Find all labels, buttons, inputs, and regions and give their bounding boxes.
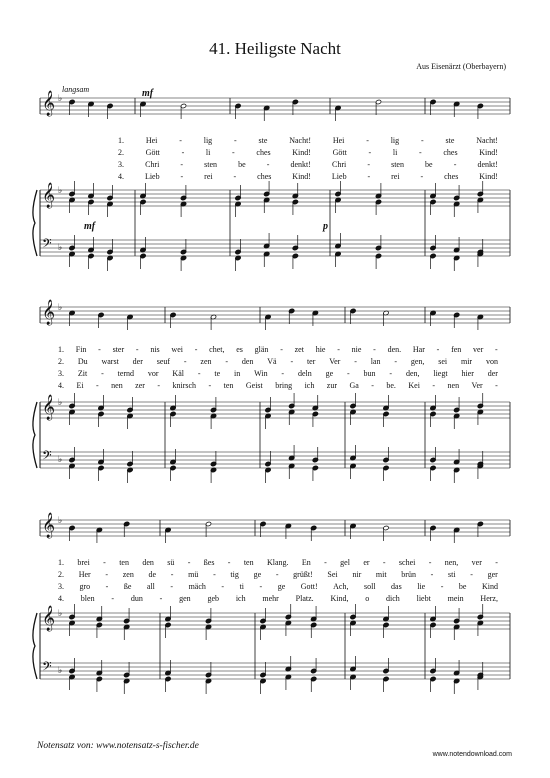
lyric-syllable: - [419, 148, 422, 157]
key-signature: ♭ [58, 93, 63, 103]
lyric-syllable: 3. [58, 582, 64, 591]
lyric-syllable: - [432, 381, 436, 390]
lyric-syllable: es [236, 345, 243, 354]
lyric-syllable: 4. [58, 381, 64, 390]
lyric-syllable: denkt! [290, 160, 311, 169]
lyric-syllable: Lieb [331, 172, 347, 181]
lyric-syllable: soll [363, 582, 376, 591]
lyric-syllable: - [453, 160, 457, 169]
lyric-syllable: - [266, 160, 270, 169]
lyric-syllable: - [232, 148, 235, 157]
lyric-syllable: - [103, 558, 106, 567]
lyric-syllable: lig [390, 136, 400, 145]
lyric-syllable: ge [253, 570, 262, 579]
lyric-syllable: - [225, 357, 229, 366]
dynamic-piano: mf [84, 221, 96, 232]
lyric-syllable: ti [239, 582, 245, 591]
treble-clef: 𝄞 [42, 395, 56, 420]
lyric-syllable: ßes [203, 558, 215, 567]
lyric-syllable: Käl [172, 369, 184, 378]
treble-clef: 𝄞 [42, 91, 56, 116]
lyric-syllable: be [458, 582, 467, 591]
lyric-syllable: ge [325, 369, 334, 378]
lyric-syllable: zer [135, 381, 145, 390]
tempo-marking: langsam [62, 85, 90, 94]
lyric-syllable: Klang. [266, 558, 289, 567]
lyric-syllable: geb [207, 594, 220, 603]
lyric-syllable: ge [277, 582, 286, 591]
lyric-syllable: Sei [327, 570, 338, 579]
lyric-syllable: den [142, 558, 154, 567]
lyric-syllable: brei [77, 558, 90, 567]
lyric-syllable: li [205, 148, 211, 157]
lyric-syllable: de [148, 570, 157, 579]
lyric-syllable: Kind, [330, 594, 349, 603]
lyric-syllable: - [208, 381, 212, 390]
lyric-syllable: nir [352, 570, 362, 579]
lyric-syllable: - [213, 570, 216, 579]
lyric-line [118, 160, 498, 169]
lyric-syllable: tig [230, 570, 239, 579]
lyric-syllable: - [233, 172, 237, 181]
lyric-syllable: - [420, 136, 424, 145]
lyric-syllable: ster [112, 345, 125, 354]
key-signature: ♭ [58, 515, 63, 525]
lyric-syllable: - [354, 357, 357, 366]
origin-note: Aus Eisenärzt (Oberbayern) [416, 62, 506, 71]
lyric-syllable: nen [447, 381, 460, 390]
lyric-syllable: be [425, 160, 433, 169]
treble-clef: 𝄞 [42, 300, 56, 325]
lyric-syllable: ich [304, 381, 315, 390]
lyric-syllable: sti [448, 570, 456, 579]
lyric-syllable: - [180, 172, 184, 181]
lyric-syllable: be. [386, 381, 396, 390]
lyric-syllable: ger [487, 570, 498, 579]
lyric-syllable: - [290, 357, 294, 366]
lyric-syllable: Kei [408, 381, 420, 390]
lyric-syllable: liebt [416, 594, 431, 603]
lyric-syllable: - [170, 570, 174, 579]
lyric-syllable: - [259, 582, 263, 591]
lyric-syllable: sten [391, 160, 404, 169]
lyric-syllable: ten [119, 558, 129, 567]
lyric-line [58, 357, 498, 366]
lyric-syllable: wei [171, 345, 183, 354]
lyric-syllable: - [135, 345, 139, 354]
lyric-syllable: hie [315, 345, 326, 354]
lyric-syllable: Hei [145, 136, 158, 145]
lyric-syllable: zur [326, 381, 338, 390]
lyric-syllable: der [487, 369, 498, 378]
lyric-syllable: vor [147, 369, 159, 378]
lyric-syllable: lie [417, 582, 426, 591]
lyric-syllable: - [371, 381, 374, 390]
lyric-syllable: Ver [329, 357, 341, 366]
lyric-syllable: - [98, 345, 101, 354]
lyric-syllable: - [159, 594, 163, 603]
lyric-syllable: - [382, 558, 386, 567]
lyric-syllable: nie [351, 345, 362, 354]
lyric-syllable: warst [101, 357, 119, 366]
lyric-line [118, 172, 498, 181]
lyric-syllable: grüßt! [293, 570, 313, 579]
key-signature: ♭ [58, 242, 63, 252]
lyric-syllable: Gött [332, 148, 347, 157]
lyric-syllable: schei [398, 558, 416, 567]
piano-brace [33, 402, 37, 468]
lyric-syllable: der [132, 357, 143, 366]
lyric-syllable: - [347, 369, 350, 378]
lyric-syllable: Fin [75, 345, 87, 354]
lyric-syllable: ver [471, 558, 482, 567]
treble-clef: 𝄞 [42, 183, 56, 208]
lyric-syllable: mäch [188, 582, 206, 591]
lyric-syllable: - [373, 345, 376, 354]
lyric-syllable: ße [123, 582, 132, 591]
lyric-syllable: - [436, 345, 440, 354]
lyric-syllable: hier [461, 369, 474, 378]
lyric-syllable: seuf [156, 357, 171, 366]
lyric-syllable: 3. [58, 369, 64, 378]
lyric-syllable: - [367, 172, 371, 181]
dynamic-voice: mf [142, 88, 154, 99]
lyric-syllable: chet, [209, 345, 225, 354]
lyric-syllable: nen [111, 381, 123, 390]
lyric-syllable: Du [77, 357, 88, 366]
lyric-syllable: von [485, 357, 498, 366]
lyric-syllable: mehr [262, 594, 279, 603]
lyric-syllable: ches [257, 172, 272, 181]
lyric-syllable: Platz. [295, 594, 314, 603]
lyric-line [58, 369, 498, 378]
lyric-syllable: - [157, 381, 161, 390]
treble-clef: 𝄞 [42, 513, 56, 538]
lyric-syllable: - [281, 369, 285, 378]
lyric-syllable: - [180, 160, 184, 169]
lyric-syllable: lig [203, 136, 213, 145]
lyric-syllable: gen, [410, 357, 425, 366]
piano-brace [33, 613, 37, 679]
lyric-syllable: - [275, 570, 279, 579]
lyric-syllable: - [105, 582, 109, 591]
page-title: 41. Heiligste Nacht [209, 39, 341, 58]
lyric-syllable: Nacht! [289, 136, 311, 145]
lyric-syllable: ches [444, 172, 459, 181]
lyric-syllable: Har [412, 345, 425, 354]
lyric-syllable: ver [473, 345, 484, 354]
lyric-syllable: - [367, 160, 370, 169]
lyric-syllable: sei [438, 357, 448, 366]
lyric-syllable: - [183, 357, 187, 366]
lyric-line [58, 558, 498, 567]
lyric-syllable: - [428, 558, 432, 567]
lyric-syllable: Vä [267, 357, 277, 366]
lyric-syllable: - [170, 582, 174, 591]
lyric-syllable: - [394, 357, 397, 366]
lyric-syllable: in [234, 369, 241, 378]
lyric-syllable: Her [78, 570, 91, 579]
lyric-syllable: En [301, 558, 311, 567]
lyric-syllable: glän [254, 345, 269, 354]
lyric-syllable: ten [243, 558, 254, 567]
lyric-line [58, 345, 498, 354]
key-signature: ♭ [58, 185, 63, 195]
lyric-syllable: - [366, 136, 369, 145]
lyric-syllable: - [495, 345, 498, 354]
lyric-syllable: be [238, 160, 246, 169]
lyric-syllable: blen [80, 594, 95, 603]
lyric-syllable: - [101, 369, 104, 378]
lyric-syllable: gel [340, 558, 350, 567]
lyric-syllable: 4. [58, 594, 64, 603]
key-signature: ♭ [58, 665, 63, 675]
lyric-syllable: - [187, 558, 191, 567]
lyric-syllable: brün [401, 570, 416, 579]
lyric-syllable: den [241, 357, 254, 366]
lyric-syllable: - [430, 570, 434, 579]
lyric-line [58, 570, 498, 579]
lyric-syllable: nis [150, 345, 160, 354]
lyric-syllable: dich [386, 594, 400, 603]
lyric-syllable: rei [204, 172, 213, 181]
lyric-syllable: 2. [58, 570, 64, 579]
lyric-syllable: Ver [471, 381, 483, 390]
key-signature: ♭ [58, 454, 63, 464]
lyric-syllable: te [214, 369, 221, 378]
lyric-syllable: zen [122, 570, 134, 579]
lyric-syllable: - [280, 345, 283, 354]
lyric-line [58, 582, 498, 591]
lyric-syllable: mü [188, 570, 199, 579]
lyric-syllable: - [194, 345, 198, 354]
treble-clef: 𝄞 [42, 606, 56, 631]
lyric-syllable: liegt [433, 369, 448, 378]
lyric-syllable: - [470, 570, 473, 579]
lyric-syllable: - [221, 582, 225, 591]
lyric-syllable: Gött [145, 148, 160, 157]
lyric-syllable: Ach, [333, 582, 349, 591]
lyric-syllable: fen [451, 345, 462, 354]
lyric-syllable: gro [79, 582, 91, 591]
lyric-syllable: Kind! [292, 148, 311, 157]
lyric-syllable: - [105, 570, 109, 579]
bass-clef: 𝄢 [42, 659, 52, 677]
lyric-syllable: zet [294, 345, 304, 354]
lyric-syllable: li [392, 148, 398, 157]
lyric-syllable: dun [130, 594, 143, 603]
lyric-syllable: sten [204, 160, 218, 169]
key-signature: ♭ [58, 397, 63, 407]
lyric-syllable: ter [306, 357, 316, 366]
lyric-syllable: Kind! [292, 172, 311, 181]
lyric-syllable: Nacht! [476, 136, 498, 145]
lyric-syllable: Kind! [479, 172, 498, 181]
lyric-syllable: - [179, 136, 182, 145]
lyric-syllable: bring [275, 381, 293, 390]
lyric-syllable: das [391, 582, 402, 591]
lyric-syllable: ich [235, 594, 246, 603]
lyric-syllable: Chri [332, 160, 347, 169]
lyric-syllable: lan [370, 357, 381, 366]
key-signature: ♭ [58, 608, 63, 618]
lyric-syllable: Ei [76, 381, 84, 390]
lyric-syllable: Hei [332, 136, 345, 145]
lyric-syllable: 1. [58, 345, 64, 354]
lyric-syllable: Chri [145, 160, 160, 169]
lyric-line [118, 148, 498, 157]
lyric-syllable: 4. [118, 172, 124, 181]
lyric-syllable: Gott! [300, 582, 318, 591]
lyric-syllable: ches [443, 148, 458, 157]
lyric-syllable: sü [167, 558, 175, 567]
lyric-syllable: - [440, 582, 444, 591]
lyric-syllable: Herz, [480, 594, 498, 603]
lyric-syllable: - [96, 381, 99, 390]
site-credit: www.notendownload.com [432, 751, 512, 758]
lyric-syllable: Kind! [479, 148, 498, 157]
lyric-syllable: - [368, 148, 372, 157]
lyric-syllable: - [181, 148, 185, 157]
lyric-syllable: rei [391, 172, 400, 181]
lyric-syllable: er [363, 558, 370, 567]
lyric-syllable: Win [254, 369, 268, 378]
lyric-syllable: - [197, 369, 201, 378]
lyric-syllable: - [337, 345, 340, 354]
lyric-syllable: mir [460, 357, 473, 366]
lyric-line [58, 594, 498, 603]
lyric-syllable: ten [223, 381, 234, 390]
lyric-syllable: nen, [444, 558, 459, 567]
lyric-syllable: zen [200, 357, 212, 366]
lyric-syllable: ste [258, 136, 268, 145]
lyric-syllable: den. [387, 345, 402, 354]
lyric-syllable: 2. [58, 357, 64, 366]
lyric-line [58, 381, 498, 390]
lyric-syllable: - [111, 594, 115, 603]
lyric-syllable: deln [297, 369, 312, 378]
lyric-syllable: Geist [245, 381, 263, 390]
lyric-syllable: Lieb [144, 172, 160, 181]
lyric-syllable: Ga [349, 381, 359, 390]
lyric-syllable: - [324, 558, 327, 567]
lyric-syllable: ternd [117, 369, 135, 378]
lyric-syllable: ches [256, 148, 271, 157]
lyric-syllable: 1. [58, 558, 64, 567]
lyric-syllable: - [495, 381, 498, 390]
bass-clef: 𝄢 [42, 448, 52, 466]
lyric-syllable: gen [179, 594, 191, 603]
lyric-syllable: mein [447, 594, 464, 603]
lyric-syllable: ste [445, 136, 455, 145]
lyric-syllable: - [227, 558, 231, 567]
dynamic-piano-p: p [323, 221, 328, 232]
lyric-line [118, 136, 498, 145]
lyric-syllable: mit [375, 570, 387, 579]
notation-credit: Notensatz von: www.notensatz-s-fischer.de [37, 741, 199, 751]
lyric-syllable: Kind [481, 582, 498, 591]
lyric-syllable: - [420, 172, 424, 181]
lyric-syllable: 3. [118, 160, 124, 169]
lyric-syllable: knirsch [172, 381, 197, 390]
lyric-syllable: - [495, 558, 498, 567]
lyric-syllable: den, [405, 369, 420, 378]
lyric-syllable: - [389, 369, 393, 378]
key-signature: ♭ [58, 302, 63, 312]
lyric-syllable: o [365, 594, 370, 603]
bass-clef: 𝄢 [42, 236, 52, 254]
piano-brace [33, 190, 37, 256]
lyric-syllable: denkt! [477, 160, 498, 169]
lyric-syllable: 2. [118, 148, 124, 157]
lyric-syllable: bun [363, 369, 376, 378]
lyric-syllable: all [146, 582, 155, 591]
lyric-syllable: Zit [77, 369, 88, 378]
lyric-syllable: 1. [118, 136, 124, 145]
lyric-syllable: - [234, 136, 237, 145]
